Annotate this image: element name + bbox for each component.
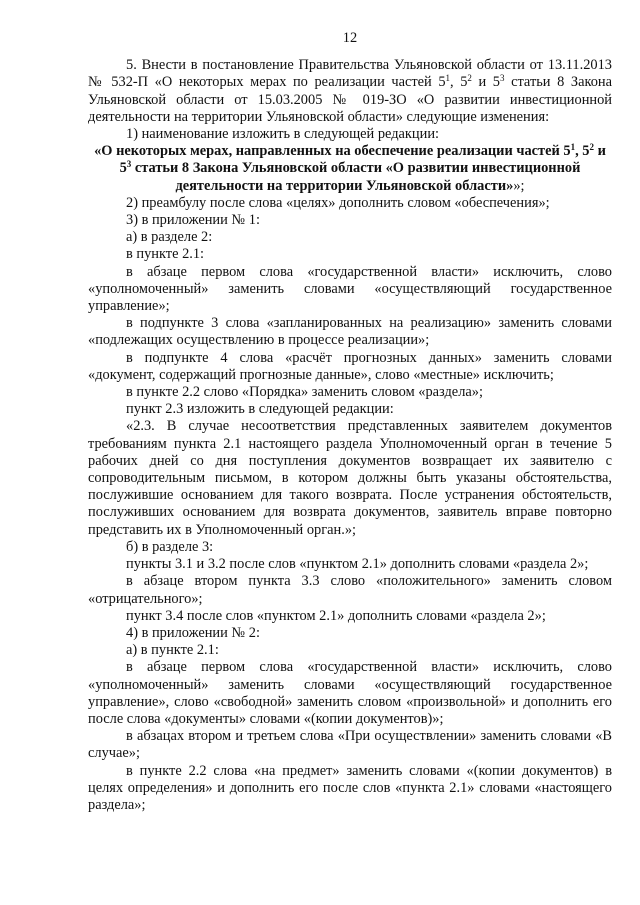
document-body bbox=[88, 57, 612, 814]
text-run: «О некоторых мерах, направленных на обеспечение реализации частей 5 bbox=[94, 143, 571, 160]
text-run: 5. Внести в постановление Правительства Ульяновской области от 13.11.2013 № 532-П «О некоторых мерах по реализации частей 5 bbox=[88, 57, 612, 91]
text-run: в абзаце первом слова «государственной власти» исключить, слово «уполномоченный» заменить словами «осуществляющий государственное управление», слово «свободной» заменить словом «произвольной» и дополнить его после слова «документы» словами «(копии документов)»; bbox=[88, 659, 612, 727]
paragraph-p02 bbox=[88, 126, 612, 143]
paragraph-p21 bbox=[88, 728, 612, 762]
text-run: 1) наименование изложить в следующей редакции: bbox=[126, 126, 440, 143]
superscript: 2 bbox=[467, 73, 472, 84]
text-run: статьи 8 Закона Ульяновской области от 15.03.2005 № 019-ЗО «О развитии инвестиционной деятельности на территории Ульяновской области» следующие изменения: bbox=[88, 74, 613, 125]
paragraph-p04 bbox=[88, 195, 612, 212]
text-run: , 5 bbox=[450, 74, 468, 91]
text-run-plain: »; bbox=[513, 177, 525, 194]
superscript: 2 bbox=[589, 142, 594, 153]
text-run: статьи 8 Закона Ульяновской области «О развитии инвестиционной деятельности на территории Ульяновской области» bbox=[131, 160, 581, 194]
text-run: 3) в приложении № 1: bbox=[126, 212, 260, 229]
text-run: в подпункте 4 слова «расчёт прогнозных данных» заменить словами «документ, содержащий прогнозные данные», слово «местные» исключить; bbox=[88, 349, 612, 383]
text-run: а) в пункте 2.1: bbox=[126, 642, 219, 659]
text-run: в абзаце втором пункта 3.3 слово «положительного» заменить словом «отрицательного»; bbox=[88, 573, 612, 607]
paragraph-p08 bbox=[88, 264, 612, 316]
text-run: а) в разделе 2: bbox=[126, 229, 213, 246]
text-run: и 5 bbox=[471, 74, 500, 91]
paragraph-p22 bbox=[88, 763, 612, 815]
paragraph-p10 bbox=[88, 350, 612, 384]
text-run: в пункте 2.2 слова «на предмет» заменить словами «(копии документов) в целях определения» и дополнить его после слов «пункта 2.1» словами «настоящего раздела»; bbox=[88, 762, 612, 813]
paragraph-p12 bbox=[88, 401, 612, 418]
paragraph-p19 bbox=[88, 642, 612, 659]
paragraph-p07 bbox=[88, 246, 612, 263]
page-number: 12 bbox=[342, 30, 358, 46]
text-run: «2.3. В случае несоответствия представленных заявителем документов требованиям пункта 2.1 настоящего раздела Уполномоченный орган в течение 5 рабочих дней со дня поступления документов возвращает их заявителю с сопроводительным письмом, в котором должны быть указаны обстоятельства, послужившие основанием для такого возврата. После устранения обстоятельств, послуживших основанием для возврата документов, заявитель вправе повторно представить их в Уполномоченный орган.»; bbox=[88, 418, 612, 538]
text-run: в пункте 2.1: bbox=[126, 246, 205, 263]
superscript: 1 bbox=[570, 142, 576, 153]
text-run: б) в разделе 3: bbox=[126, 538, 214, 555]
paragraph-p06 bbox=[88, 229, 612, 246]
paragraph-p01 bbox=[88, 57, 612, 126]
superscript: 1 bbox=[445, 73, 451, 84]
superscript: 3 bbox=[126, 159, 132, 170]
paragraph-p16 bbox=[88, 573, 612, 607]
text-run: 2) преамбулу после слова «целях» дополнить словом «обеспечения»; bbox=[126, 194, 550, 211]
paragraph-p11 bbox=[88, 384, 612, 401]
paragraph-p18 bbox=[88, 625, 612, 642]
text-run: в абзаце первом слова «государственной власти» исключить, слово «уполномоченный» заменить словами «осуществляющий государственное управление»; bbox=[88, 263, 612, 315]
text-run: пункты 3.1 и 3.2 после слов «пунктом 2.1» дополнить словами «раздела 2»; bbox=[126, 556, 589, 573]
text-run: и 5 bbox=[119, 143, 606, 177]
text-run: пункт 2.3 изложить в следующей редакции: bbox=[126, 401, 394, 418]
text-run: пункт 3.4 после слов «пунктом 2.1» дополнить словами «раздела 2»; bbox=[126, 607, 546, 624]
paragraph-p17 bbox=[88, 608, 612, 625]
text-run: в пункте 2.2 слово «Порядка» заменить словом «раздела»; bbox=[126, 384, 483, 401]
superscript: 3 bbox=[500, 73, 505, 84]
text-run: в абзацах втором и третьем слова «При осуществлении» заменить словами «В случае»; bbox=[88, 728, 612, 762]
paragraph-p03 bbox=[88, 143, 612, 195]
paragraph-p13 bbox=[88, 418, 612, 538]
paragraph-p05 bbox=[88, 212, 612, 229]
text-run: , 5 bbox=[575, 143, 590, 160]
paragraph-p14 bbox=[88, 539, 612, 556]
paragraph-p15 bbox=[88, 556, 612, 573]
paragraph-p09 bbox=[88, 315, 612, 349]
paragraph-p20 bbox=[88, 659, 612, 728]
text-run: в подпункте 3 слова «запланированных на реализацию» заменить словами «подлежащих осуществлению в процессе реализации»; bbox=[88, 315, 612, 349]
text-run: 4) в приложении № 2: bbox=[126, 624, 260, 641]
